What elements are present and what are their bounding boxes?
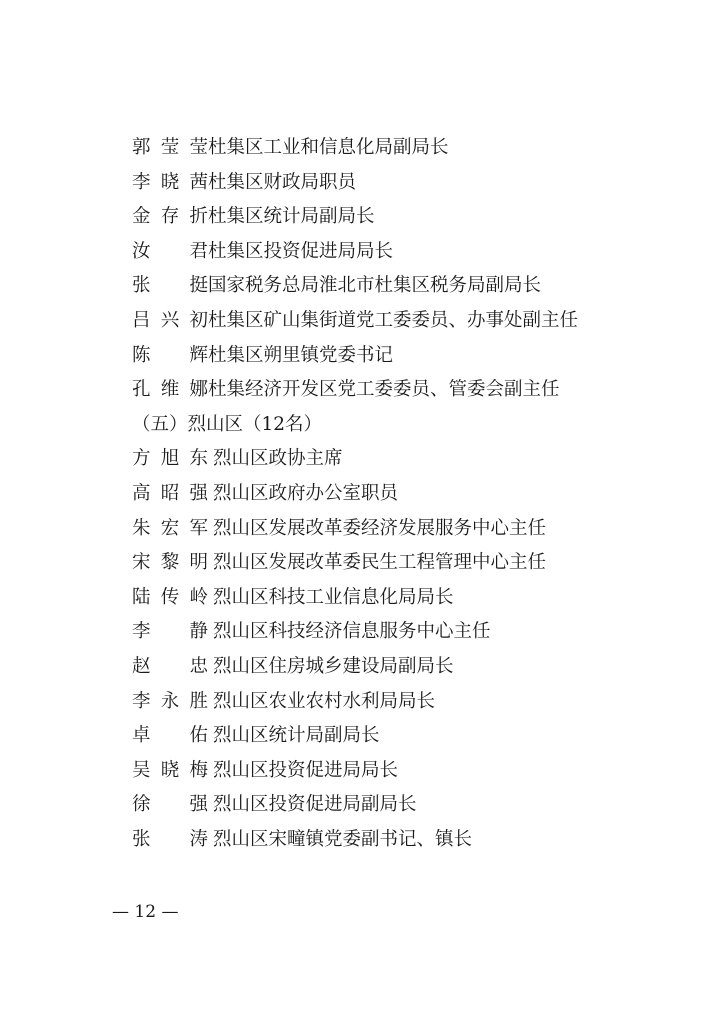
page-number: — 12 —	[112, 902, 179, 922]
person-title: 国家税务总局淮北市杜集区税务局副局长	[208, 275, 542, 297]
person-name: 陈 辉	[132, 344, 208, 366]
person-name: 吕兴初	[132, 309, 208, 331]
list-item	[132, 166, 692, 201]
list-item	[132, 685, 692, 720]
person-title: 烈山区统计局副局长	[213, 725, 380, 747]
person-name: 徐 强	[132, 794, 208, 816]
list-item	[132, 650, 692, 685]
person-name: 朱宏军	[132, 517, 208, 539]
person-title: 烈山区发展改革委民生工程管理中心主任	[213, 552, 547, 574]
person-title: 烈山区政协主席	[213, 448, 343, 470]
person-title: 杜集区统计局副局长	[208, 206, 375, 228]
person-title: 杜集区投资促进局局长	[208, 240, 394, 262]
person-name: 吴晓梅	[132, 759, 208, 781]
person-name: 汝 君	[132, 240, 208, 262]
person-name: 方旭东	[132, 448, 208, 470]
list-item	[132, 269, 692, 304]
list-item	[132, 546, 692, 581]
person-name: 金存折	[132, 206, 208, 228]
list-item	[132, 477, 692, 512]
list-item	[132, 823, 692, 858]
personnel-list	[132, 131, 692, 857]
person-title: 烈山区宋疃镇党委副书记、镇长	[213, 828, 473, 850]
person-name: 孔维娜	[132, 379, 208, 401]
list-item	[132, 754, 692, 789]
person-title: 杜集区财政局职员	[208, 171, 357, 193]
list-item	[132, 719, 692, 754]
person-title: 烈山区发展改革委经济发展服务中心主任	[213, 517, 547, 539]
list-item	[132, 581, 692, 616]
list-item	[132, 304, 692, 339]
list-item	[132, 373, 692, 408]
person-title: 杜集经济开发区党工委委员、管委会副主任	[208, 379, 560, 401]
person-name: 李晓茜	[132, 171, 208, 193]
list-item	[132, 788, 692, 823]
person-name: 高昭强	[132, 482, 208, 504]
person-name: 张 涛	[132, 828, 208, 850]
list-item	[132, 235, 692, 270]
person-name: 郭莹莹	[132, 137, 208, 158]
person-title: 杜集区朔里镇党委书记	[208, 344, 394, 366]
list-item	[132, 615, 692, 650]
list-item	[132, 442, 692, 477]
list-item	[132, 131, 692, 166]
person-title: 烈山区科技工业信息化局局长	[213, 586, 454, 608]
section-heading: （五）烈山区（12名）	[132, 413, 323, 435]
person-title: 烈山区住房城乡建设局副局长	[213, 655, 454, 677]
person-name: 宋黎明	[132, 552, 208, 574]
person-name: 赵 忠	[132, 655, 208, 677]
person-title: 烈山区投资促进局副局长	[213, 794, 417, 816]
person-title: 烈山区投资促进局局长	[213, 759, 399, 781]
person-title: 烈山区科技经济信息服务中心主任	[213, 621, 491, 643]
person-name: 卓 佑	[132, 725, 208, 747]
person-name: 陆传岭	[132, 586, 208, 608]
person-name: 李永胜	[132, 690, 208, 712]
list-item	[132, 512, 692, 547]
person-title: 烈山区农业农村水利局局长	[213, 690, 436, 712]
person-name: 李 静	[132, 621, 208, 643]
person-title: 杜集区矿山集街道党工委委员、办事处副主任	[208, 309, 579, 331]
person-title: 烈山区政府办公室职员	[213, 482, 399, 504]
person-name: 张 挺	[132, 275, 208, 297]
person-title: 杜集区工业和信息化局副局长	[208, 137, 449, 158]
list-item	[132, 339, 692, 374]
list-item	[132, 200, 692, 235]
